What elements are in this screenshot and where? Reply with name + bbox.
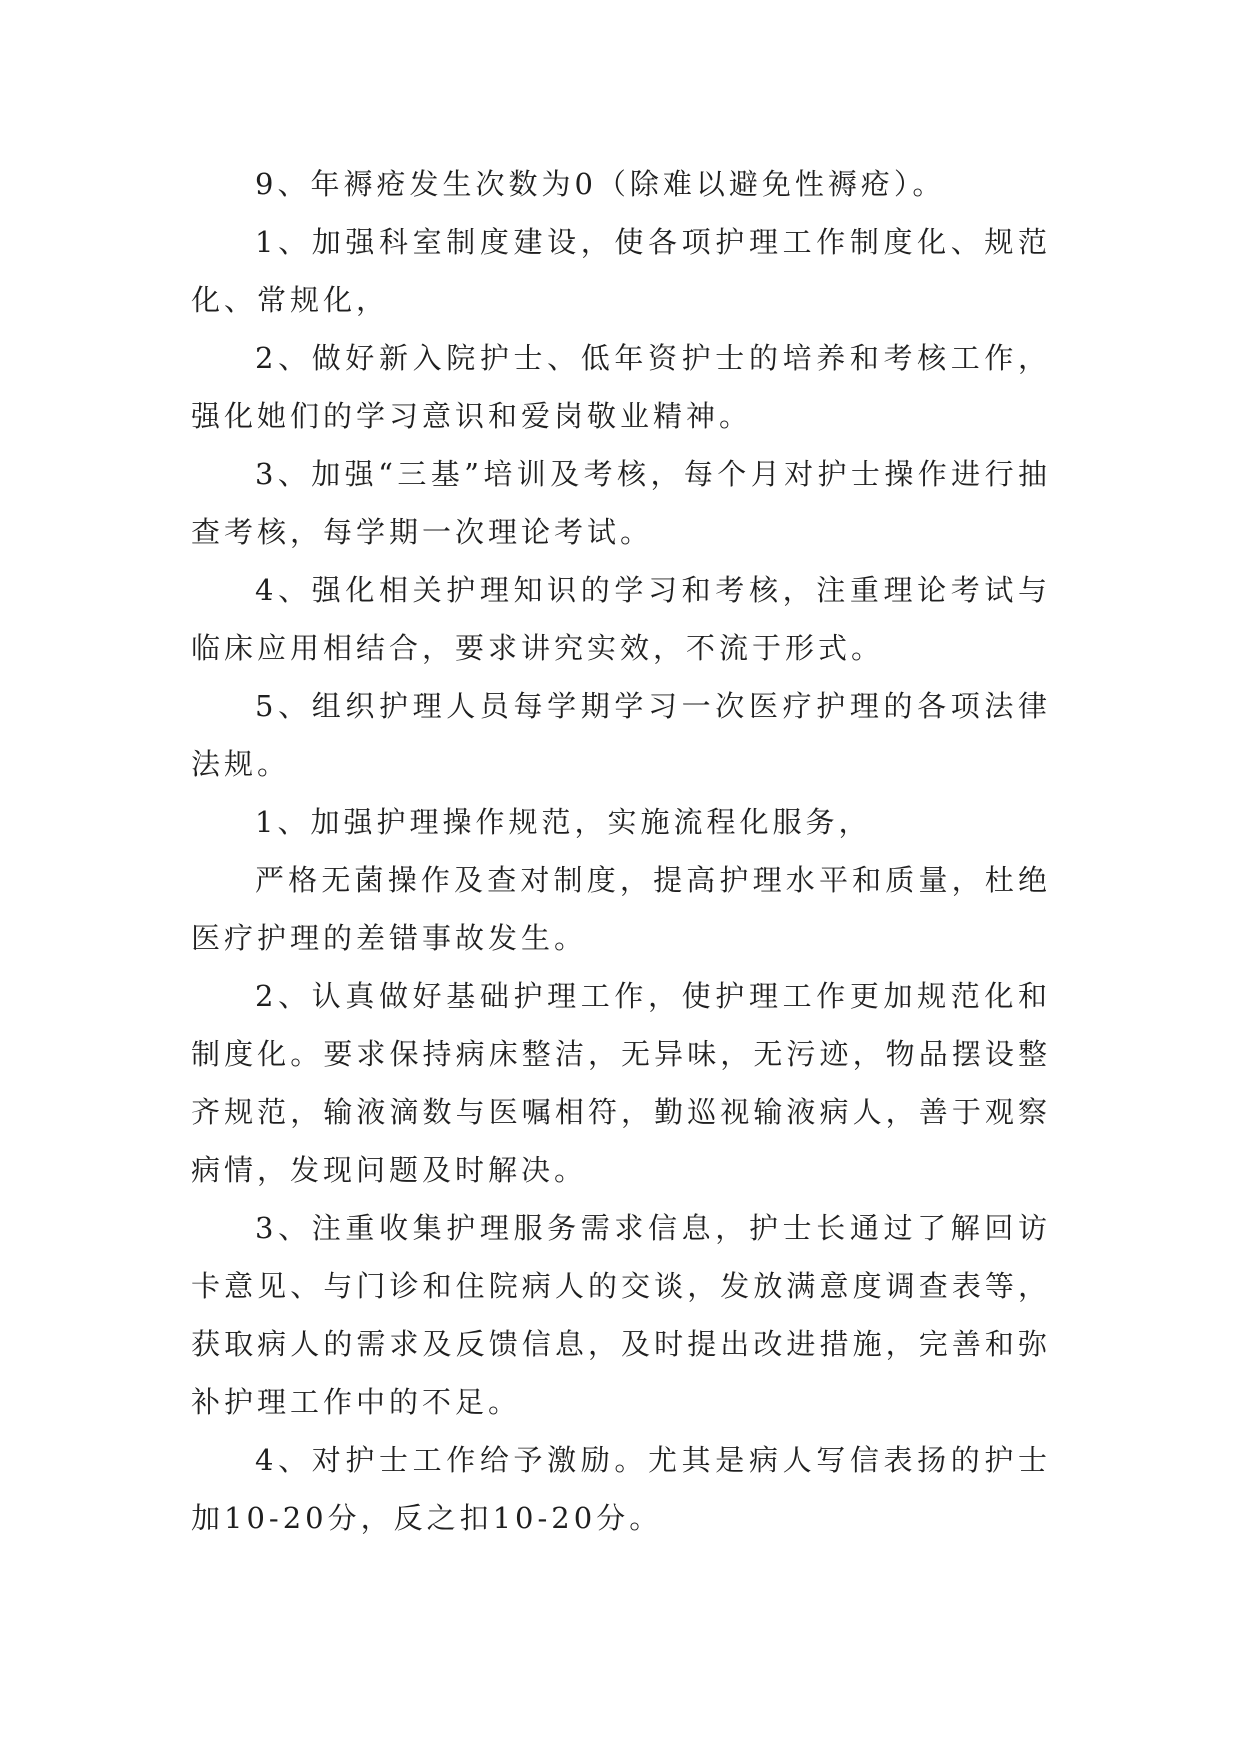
paragraph: 严格无菌操作及查对制度，提高护理水平和质量，杜绝医疗护理的差错事故发生。 xyxy=(191,863,1051,955)
paragraph: 4、强化相关护理知识的学习和考核，注重理论考试与临床应用相结合，要求讲究实效，不流于形式。 xyxy=(191,573,1051,665)
paragraph: 3、加强“三基”培训及考核，每个月对护士操作进行抽查考核，每学期一次理论考试。 xyxy=(191,457,1051,549)
paragraph: 4、对护士工作给予激励。尤其是病人写信表扬的护士加10-20分，反之扣10-20分。 xyxy=(191,1443,1051,1535)
paragraph: 9、年褥疮发生次数为0（除难以避免性褥疮）。 xyxy=(255,167,946,201)
paragraph: 1、加强护理操作规范，实施流程化服务， xyxy=(255,805,872,839)
paragraph: 2、做好新入院护士、低年资护士的培养和考核工作，强化她们的学习意识和爱岗敬业精神。 xyxy=(191,341,1051,433)
paragraph: 3、注重收集护理服务需求信息，护士长通过了解回访卡意见、与门诊和住院病人的交谈，发放满意度调查表等，获取病人的需求及反馈信息，及时提出改进措施，完善和弥补护理工作中的不足。 xyxy=(191,1211,1051,1419)
paragraph: 1、加强科室制度建设，使各项护理工作制度化、规范化、常规化， xyxy=(191,225,1051,317)
paragraph: 2、认真做好基础护理工作，使护理工作更加规范化和制度化。要求保持病床整洁，无异味，无污迹，物品摆设整齐规范，输液滴数与医嘱相符，勤巡视输液病人，善于观察病情，发现问题及时解决。 xyxy=(191,979,1051,1187)
document-body xyxy=(191,155,1051,1547)
paragraph: 5、组织护理人员每学期学习一次医疗护理的各项法律法规。 xyxy=(191,689,1051,781)
